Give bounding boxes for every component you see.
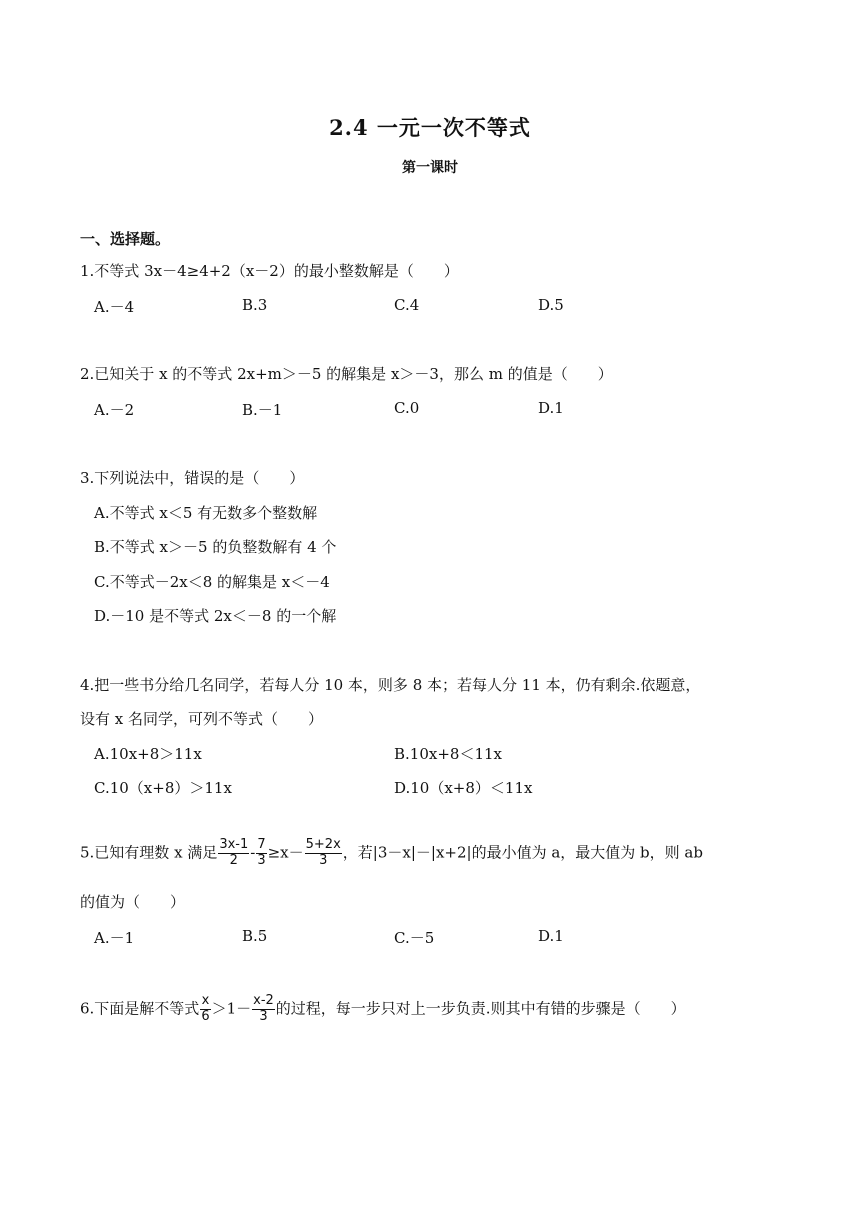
question-4-stem-line-1: 4.把一些书分给几名同学，若每人分 10 本，则多 8 本；若每人分 11 本，仍有剩余.依题意，	[80, 676, 701, 694]
question-5-stem-line-1: 5.已知有理数 x 满足 $\frac{3x-1}{2}$ - $\frac{7}{3}$ ≥x－ $\frac{5+2x}{3}$ ，若|3－x|－|x+2|的最小值为 a，最大值为 b，则 ab	[80, 837, 703, 868]
question-5-option-a: A.－1	[94, 929, 135, 947]
question-1-option-d: D.5	[538, 296, 564, 314]
section-heading: 一、选择题。	[80, 230, 171, 248]
question-5-option-b: B.5	[242, 927, 268, 945]
question-2-option-d: D.1	[538, 399, 564, 417]
question-5-option-d: D.1	[538, 927, 564, 945]
question-1-option-c: C.4	[394, 296, 420, 314]
question-2-option-c: C.0	[394, 399, 420, 417]
page-subtitle: 第一课时	[402, 160, 458, 176]
question-4-option-d: D.10（x+8）＜11x	[394, 779, 533, 797]
question-6-stem: 6.下面是解不等式 $\frac{x}{6}$ ＞1－ $\frac{x-2}{3}$ 的过程，每一步只对上一步负责.则其中有错的步骤是（ ）	[80, 993, 686, 1024]
fraction-7-over-3: $\frac{7}{3}$	[257, 837, 266, 868]
question-1-option-b: B.3	[242, 296, 268, 314]
question-4-option-c: C.10（x+8）＞11x	[94, 779, 232, 797]
question-5-option-c: C.－5	[394, 929, 435, 947]
fraction-5-plus-2x-over-3: $\frac{5+2x}{3}$	[305, 837, 341, 868]
question-4-option-b: B.10x+8＜11x	[394, 745, 502, 763]
fraction-x-over-6: $\frac{x}{6}$	[201, 993, 210, 1024]
question-3-stem: 3.下列说法中，错误的是（ ）	[80, 469, 305, 487]
question-3-option-a: A.不等式 x＜5 有无数多个整数解	[94, 504, 318, 522]
question-2-option-a: A.－2	[94, 401, 135, 419]
question-1-option-a: A.－4	[94, 298, 135, 316]
question-3-option-b: B.不等式 x＞－5 的负整数解有 4 个	[94, 538, 337, 556]
question-2-stem: 2.已知关于 x 的不等式 2x+m＞－5 的解集是 x＞－3，那么 m 的值是（ ）	[80, 365, 613, 383]
question-2-option-b: B.－1	[242, 401, 283, 419]
question-5-stem-line-2: 的值为（ ）	[80, 893, 186, 911]
page-title: 2.4 一元一次不等式	[329, 115, 531, 140]
question-3-option-d: D.－10 是不等式 2x＜－8 的一个解	[94, 607, 337, 625]
question-3-option-c: C.不等式－2x＜8 的解集是 x＜－4	[94, 573, 330, 591]
fraction-3x-1-over-2: $\frac{3x-1}{2}$	[219, 837, 249, 868]
question-4-option-a: A.10x+8＞11x	[94, 745, 202, 763]
question-1-stem: 1.不等式 3x－4≥4+2（x－2）的最小整数解是（ ）	[80, 262, 459, 280]
question-4-stem-line-2: 设有 x 名同学，可列不等式（ ）	[80, 710, 323, 728]
fraction-x-2-over-3: $\frac{x-2}{3}$	[253, 993, 274, 1024]
